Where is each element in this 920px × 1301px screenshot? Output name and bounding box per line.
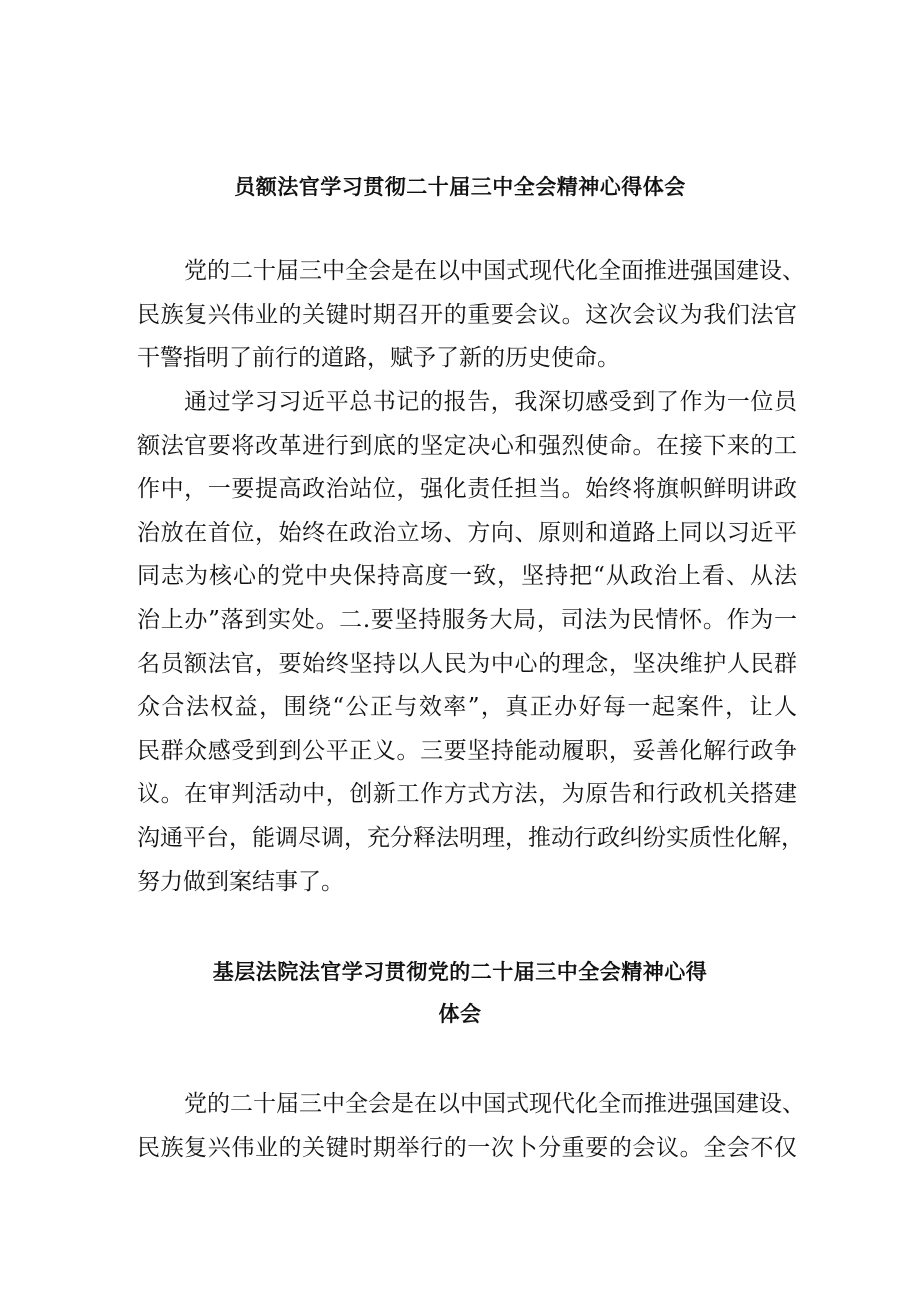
article-2-title-line-2: 体会 <box>438 1002 482 1026</box>
article-2-title-line-1: 基层法院法官学习贯彻党的二十届三中全会精神心得 <box>212 960 708 984</box>
text-line: 沟通平台，能调尽调，充分释法明理，推动行政纠纷实质性化解， <box>137 824 804 851</box>
text-line: 干警指明了前行的道路，赋予了新的历史使命。 <box>137 345 620 372</box>
text-line: 议。在审判活动中，创新工作方式方法，为原告和行政机关搭建 <box>137 781 797 808</box>
text-line: 作中，一要提高政治站位，强化责任担当。始终将旗帜鲜明讲政 <box>137 476 797 503</box>
text-line: 民族复兴伟业的关键时期举行的一次卜分重要的会议。全会不仅 <box>137 1134 797 1161</box>
text-line: 治上办”落到实处。二.要坚持服务大局，司法为民情怀。作为一 <box>137 606 797 633</box>
article-1-paragraph-1 <box>137 250 805 381</box>
text-line: 民族复兴伟业的关键时期召开的重要会议。这次会议为我们法官 <box>137 301 797 328</box>
text-line: 党的二十届三中全会是在以中国式现代化全面推进强国建设、 <box>184 258 805 284</box>
article-1-paragraph-2 <box>137 381 804 904</box>
text-line: 众合法权益，围绕“公正与效率”，真正办好每一起案件，让人 <box>137 694 797 721</box>
text-line: 额法官要将改革进行到底的坚定决心和强烈使命。在接下来的工 <box>137 432 797 459</box>
text-line: 同志为核心的党中央保持高度一致，坚持把“从政治上看、从法 <box>137 563 797 590</box>
article-1-title: 员额法官学习贯彻二十届三中全会精神心得体会 <box>234 175 686 199</box>
article-2-paragraph-1 <box>137 1083 805 1170</box>
text-line: 民群众感受到到公平正义。三要坚持能动履职，妥善化解行政争 <box>137 737 797 764</box>
text-line: 努力做到案结事了。 <box>137 868 344 895</box>
text-line: 党的二十届三中全会是在以中国式现代化全而推进强国建设、 <box>184 1091 805 1117</box>
text-line: 治放在首位，始终在政治立场、方向、原则和道路上同以习近平 <box>137 519 797 546</box>
text-line: 通过学习习近平总书记的报告，我深切感受到了作为一位员 <box>184 389 797 415</box>
text-line: 名员额法官，要始终坚持以人民为中心的理念，坚决维护人民群 <box>137 650 797 677</box>
